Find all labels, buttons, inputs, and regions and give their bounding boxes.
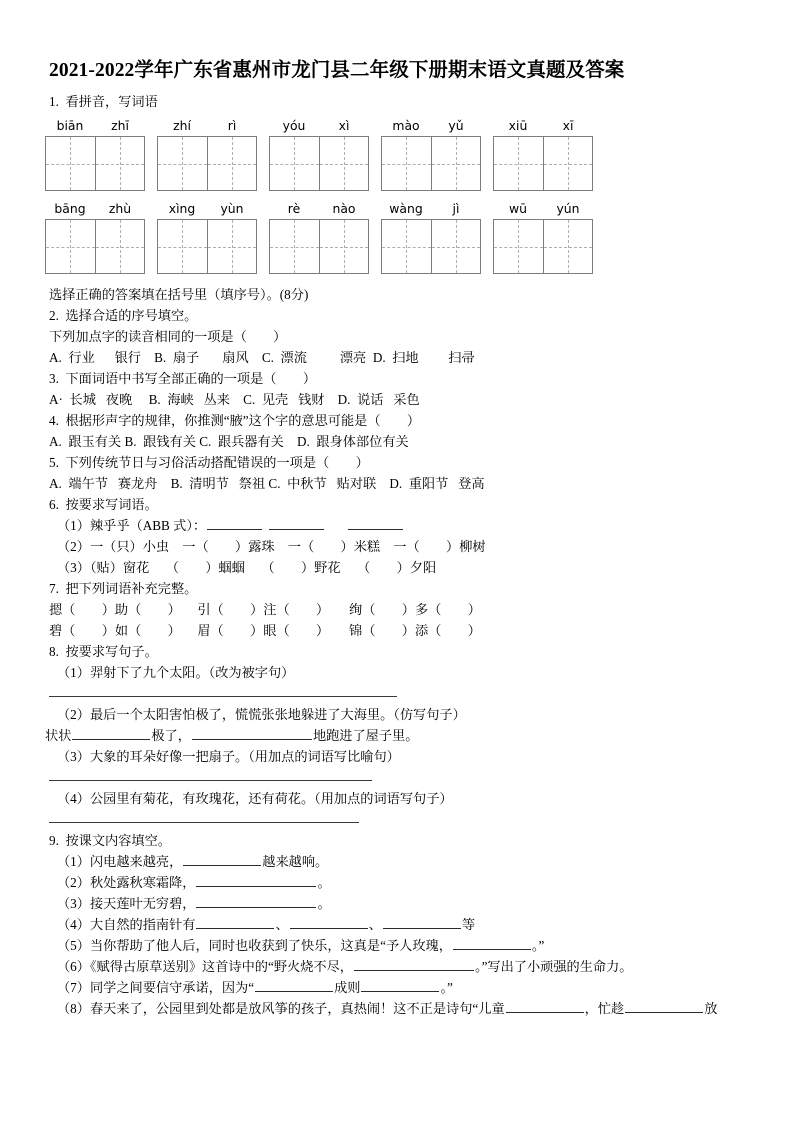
pinyin-syllable: xiū	[508, 118, 528, 133]
pinyin-word-group	[269, 201, 369, 274]
writing-grid-cell[interactable]	[158, 220, 207, 273]
answer-writing-line[interactable]	[49, 696, 397, 697]
section-instruction: 选择正确的答案填在括号里（填序号）。(8分)	[49, 287, 309, 302]
question-9-item-7[interactable]	[45, 977, 750, 998]
item-text: ，忙趁	[584, 1001, 625, 1016]
question-1-stem: 1. 看拼音，写词语	[49, 94, 158, 109]
writing-grid-box[interactable]	[269, 136, 369, 191]
pinyin-word-group	[269, 118, 369, 191]
page-title: 2021-2022学年广东省惠州市龙门县二年级下册期末语文真题及答案	[49, 60, 625, 81]
item-text: （4）大自然的指南针有	[57, 917, 196, 932]
writing-grid-box[interactable]	[157, 136, 257, 191]
answer-mid-text: 极了，	[151, 728, 191, 743]
item-text: 成则	[334, 980, 361, 995]
answer-blank[interactable]	[72, 726, 150, 740]
writing-grid-box[interactable]	[493, 136, 593, 191]
item-text: （2）秋处露秋寒霜降，	[57, 875, 196, 890]
answer-blank[interactable]	[192, 726, 312, 740]
writing-grid-cell[interactable]	[207, 137, 256, 190]
pinyin-syllable: mào	[392, 118, 420, 133]
item-text: 等	[461, 917, 476, 932]
answer-prefix-text: 状状	[45, 728, 72, 743]
question-6-item-1-label: （1）辣乎乎（ABB 式）：	[57, 518, 207, 533]
pinyin-word-group	[45, 201, 145, 274]
writing-grid-cell[interactable]	[46, 137, 95, 190]
pinyin-label-row	[381, 118, 481, 134]
item-text: 、	[368, 917, 382, 932]
pinyin-grid-row	[45, 118, 750, 191]
writing-grid-cell[interactable]	[494, 220, 543, 273]
pinyin-label-row	[45, 201, 145, 217]
item-text: 放	[704, 1001, 718, 1016]
answer-blank[interactable]	[453, 936, 531, 950]
question-5-options[interactable]: A. 端午节 赛龙舟 B. 清明节 祭祖 C. 中秋节 贴对联 D. 重阳节 登高	[49, 476, 485, 491]
question-2-stem: 2. 选择合适的序号填空。	[49, 308, 198, 323]
item-text: 。	[317, 875, 331, 890]
question-8-item-2-answer[interactable]	[45, 725, 750, 746]
writing-grid-box[interactable]	[157, 219, 257, 274]
pinyin-word-group	[45, 118, 145, 191]
question-2-options[interactable]: A. 行业 银行 B. 扇子 扇风 C. 漂流 漂亮 D. 扫地 扫帚	[49, 350, 475, 365]
answer-blank[interactable]	[196, 873, 316, 887]
question-4-stem: 4. 根据形声字的规律，你推测“腋”这个字的意思可能是（ ）	[49, 413, 421, 428]
pinyin-word-group	[157, 201, 257, 274]
item-text: （7）同学之间要信守承诺，因为“	[57, 980, 255, 995]
question-6-item-1	[45, 515, 750, 536]
writing-grid-cell[interactable]	[158, 137, 207, 190]
item-text: 、	[275, 917, 289, 932]
writing-grid-cell[interactable]	[319, 220, 368, 273]
answer-blank[interactable]	[361, 978, 439, 992]
answer-blank[interactable]	[269, 516, 324, 530]
item-text: 越来越响。	[262, 854, 329, 869]
pinyin-syllable: zhù	[108, 201, 132, 216]
question-6-item-2[interactable]: （2）一（只）小虫 一（ ）露珠 一（ ）米糕 一（ ）柳树	[57, 539, 486, 554]
question-8-item-2: （2）最后一个太阳害怕极了，慌慌张张地躲进了大海里。（仿写句子）	[57, 707, 466, 722]
answer-blank[interactable]	[196, 915, 274, 929]
writing-grid-cell[interactable]	[543, 220, 592, 273]
item-text: （3）接天莲叶无穷碧，	[57, 896, 196, 911]
answer-blank[interactable]	[354, 957, 474, 971]
item-text: 。”	[440, 980, 453, 995]
question-6-item-3[interactable]: （3）（贴）窗花 （ ）蝈蝈 （ ）野花 （ ）夕阳	[57, 560, 437, 575]
pinyin-syllable: rè	[287, 201, 301, 216]
pinyin-syllable: jì	[452, 201, 460, 216]
pinyin-label-row	[493, 201, 593, 217]
question-9-item-1[interactable]	[45, 851, 750, 872]
answer-suffix-text: 地跑进了屋子里。	[312, 728, 419, 743]
answer-blank[interactable]	[348, 516, 403, 530]
question-8-item-4: （4）公园里有菊花，有玫瑰花，还有荷花。（用加点的词语写句子）	[57, 791, 453, 806]
question-3-stem: 3. 下面词语中书写全部正确的一项是（ ）	[49, 371, 317, 386]
question-9-item-6[interactable]	[45, 956, 750, 977]
writing-grid-cell[interactable]	[431, 137, 480, 190]
item-text: 。”写出了小顽强的生命力。	[474, 959, 633, 974]
pinyin-syllable: wū	[509, 201, 527, 216]
question-9-item-8[interactable]	[45, 998, 750, 1019]
pinyin-syllable: bāng	[54, 201, 86, 216]
writing-grid-box[interactable]	[493, 219, 593, 274]
writing-grid-cell[interactable]	[319, 137, 368, 190]
writing-grid-cell[interactable]	[270, 137, 319, 190]
pinyin-label-row	[157, 201, 257, 217]
answer-blank[interactable]	[207, 516, 262, 530]
pinyin-label-row	[381, 201, 481, 217]
writing-grid-cell[interactable]	[46, 220, 95, 273]
pinyin-label-row	[269, 201, 369, 217]
question-8-stem: 8. 按要求写句子。	[49, 644, 158, 659]
question-9-item-4[interactable]	[45, 914, 750, 935]
writing-grid-box[interactable]	[269, 219, 369, 274]
pinyin-label-row	[493, 118, 593, 134]
writing-grid-cell[interactable]	[382, 137, 431, 190]
writing-grid-cell[interactable]	[270, 220, 319, 273]
pinyin-syllable: nào	[332, 201, 356, 216]
item-text: 。”	[531, 938, 545, 953]
pinyin-syllable: xī	[562, 118, 574, 133]
question-7-line-2[interactable]: 碧（ ）如（ ） 眉（ ）眼（ ） 锦（ ）添（ ）	[49, 623, 481, 638]
pinyin-syllable: wàng	[389, 201, 423, 216]
question-5-stem: 5. 下列传统节日与习俗活动搭配错误的一项是（ ）	[49, 455, 369, 470]
question-7-stem: 7. 把下列词语补充完整。	[49, 581, 198, 596]
question-9-stem: 9. 按课文内容填空。	[49, 833, 171, 848]
pinyin-label-row	[157, 118, 257, 134]
answer-blank[interactable]	[255, 978, 333, 992]
pinyin-grid-row	[45, 201, 750, 274]
pinyin-syllable: biān	[56, 118, 84, 133]
answer-writing-line[interactable]	[49, 780, 372, 781]
item-text: 。	[317, 896, 331, 911]
pinyin-syllable: rì	[227, 118, 237, 133]
answer-blank[interactable]	[506, 999, 584, 1013]
question-3-options[interactable]: A· 长城 夜晚 B. 海峡 丛来 C. 见壳 钱财 D. 说话 采色	[49, 392, 420, 407]
item-text: （8）春天来了，公园里到处都是放风筝的孩子，真热闹！这不正是诗句“儿童	[57, 1001, 505, 1016]
page-content	[45, 58, 750, 1019]
pinyin-syllable: yóu	[282, 118, 306, 133]
question-7-line-1[interactable]: 摁（ ）助（ ） 引（ ）注（ ） 绚（ ）多（ ）	[49, 602, 481, 617]
question-8-item-3: （3）大象的耳朵好像一把扇子。（用加点的词语写比喻句）	[57, 749, 400, 764]
pinyin-syllable: zhī	[111, 118, 129, 133]
item-text: （1）闪电越来越亮，	[57, 854, 183, 869]
pinyin-word-group	[493, 118, 593, 191]
writing-grid-box[interactable]	[45, 136, 145, 191]
answer-blank[interactable]	[625, 999, 703, 1013]
question-9-item-2[interactable]	[45, 872, 750, 893]
writing-grid-cell[interactable]	[382, 220, 431, 273]
item-text: （6）《赋得古原草送别》这首诗中的“野火烧不尽，	[57, 959, 353, 974]
pinyin-label-row	[45, 118, 145, 134]
pinyin-grid-block	[45, 118, 750, 274]
question-2-prompt: 下列加点字的读音相同的一项是（ ）	[49, 329, 287, 344]
answer-blank[interactable]	[290, 915, 368, 929]
answer-writing-line[interactable]	[49, 822, 359, 823]
pinyin-word-group	[381, 201, 481, 274]
answer-blank[interactable]	[383, 915, 461, 929]
question-9-item-5[interactable]	[45, 935, 750, 956]
writing-grid-cell[interactable]	[95, 220, 144, 273]
pinyin-syllable: xìng	[168, 201, 196, 216]
pinyin-label-row	[269, 118, 369, 134]
pinyin-syllable: xì	[338, 118, 350, 133]
pinyin-word-group	[493, 201, 593, 274]
writing-grid-box[interactable]	[45, 219, 145, 274]
pinyin-syllable: yùn	[220, 201, 244, 216]
pinyin-syllable: yún	[556, 201, 580, 216]
pinyin-word-group	[157, 118, 257, 191]
pinyin-word-group	[381, 118, 481, 191]
pinyin-syllable: zhí	[173, 118, 191, 133]
writing-grid-cell[interactable]	[95, 137, 144, 190]
question-6-stem: 6. 按要求写词语。	[49, 497, 158, 512]
question-4-options[interactable]: A. 跟玉有关 B. 跟钱有关 C. 跟兵器有关 D. 跟身体部位有关	[49, 434, 409, 449]
question-9-item-3[interactable]	[45, 893, 750, 914]
answer-blank[interactable]	[183, 852, 261, 866]
writing-grid-box[interactable]	[381, 219, 481, 274]
writing-grid-box[interactable]	[381, 136, 481, 191]
writing-grid-cell[interactable]	[543, 137, 592, 190]
writing-grid-cell[interactable]	[431, 220, 480, 273]
item-text: （5）当你帮助了他人后，同时也收获到了快乐，这真是“予人玫瑰，	[57, 938, 452, 953]
pinyin-syllable: yǔ	[448, 118, 464, 133]
answer-blank[interactable]	[196, 894, 316, 908]
writing-grid-cell[interactable]	[494, 137, 543, 190]
question-8-item-1: （1）羿射下了九个太阳。（改为被字句）	[57, 665, 295, 680]
writing-grid-cell[interactable]	[207, 220, 256, 273]
